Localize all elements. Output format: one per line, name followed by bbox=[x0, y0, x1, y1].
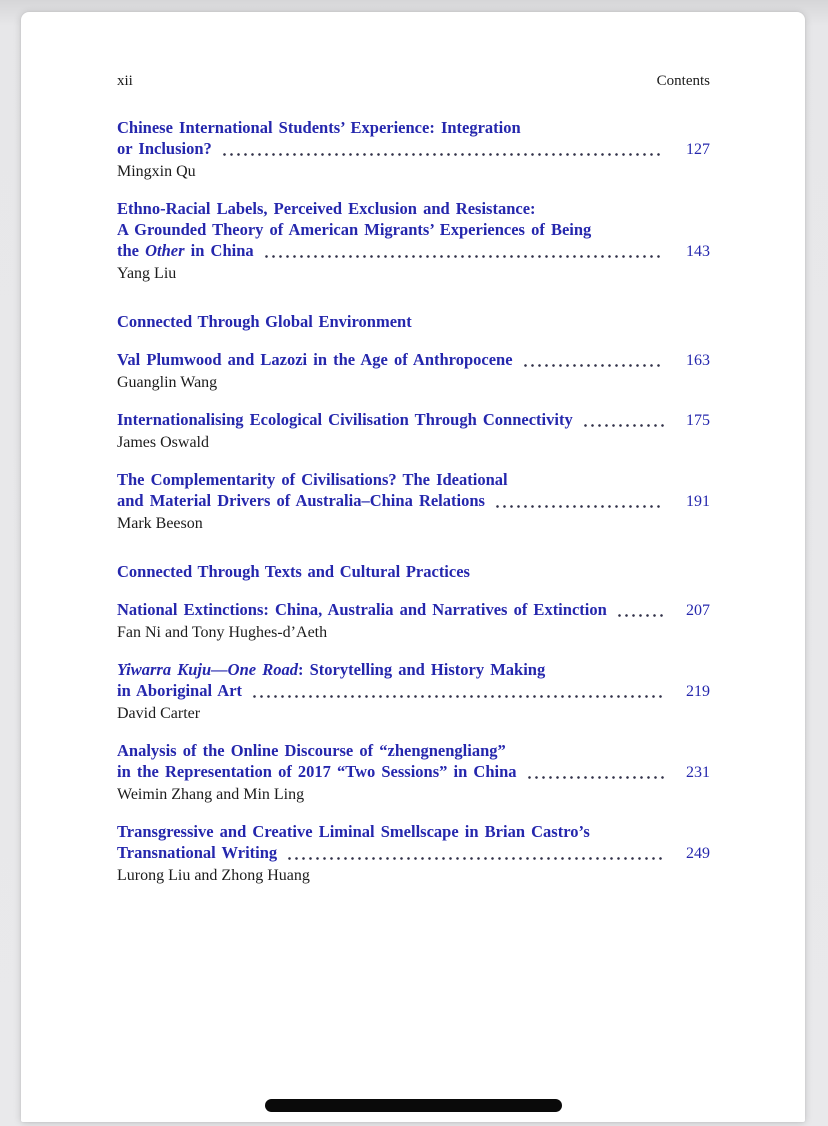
toc-entry bbox=[117, 198, 710, 284]
toc-entry-authors: Guanglin Wang bbox=[117, 374, 218, 391]
toc-title-segment: National Extinctions: China, Australia and Narratives of Extinction bbox=[117, 600, 607, 619]
dot-leader bbox=[522, 364, 664, 367]
toc-entry-authors: Mark Beeson bbox=[117, 515, 203, 532]
page-content bbox=[21, 12, 805, 886]
toc-title-segment: Transnational Writing bbox=[117, 843, 278, 862]
toc-section-heading: Connected Through Global Environment bbox=[117, 312, 412, 331]
toc-entry-title-line bbox=[117, 117, 710, 138]
dot-leader bbox=[616, 614, 664, 617]
toc-entry-title-text bbox=[117, 240, 254, 261]
toc-entry-authors: Mingxin Qu bbox=[117, 163, 196, 180]
toc-title-segment: or Inclusion? bbox=[117, 139, 212, 158]
toc-entry-title-text bbox=[117, 490, 485, 511]
dot-leader bbox=[582, 424, 664, 427]
toc-entry-title-text bbox=[117, 118, 521, 137]
toc-title-segment: A Grounded Theory of American Migrants’ Experiences of Being bbox=[117, 220, 592, 239]
toc-entry-title-text bbox=[117, 741, 506, 760]
toc-title-segment: Ethno-Racial Labels, Perceived Exclusion and Resistance: bbox=[117, 199, 536, 218]
toc-title-segment: in China bbox=[184, 241, 254, 260]
toc-entry-title-text bbox=[117, 138, 212, 159]
toc-entry-title-text bbox=[117, 220, 591, 239]
toc-entry bbox=[117, 599, 710, 643]
toc-entry-authors: James Oswald bbox=[117, 434, 209, 451]
toc-title-segment: Val Plumwood and Lazozi in the Age of Anthropocene bbox=[117, 350, 513, 369]
toc-entry-title-line bbox=[117, 198, 710, 219]
toc-entry-title-text bbox=[117, 470, 508, 489]
toc-entry-title-text bbox=[117, 199, 536, 218]
toc-entry-title-line bbox=[117, 469, 710, 490]
toc-entry-authors: Yang Liu bbox=[117, 265, 177, 282]
toc-entry-title-line bbox=[117, 842, 710, 864]
toc-page-number: 249 bbox=[686, 845, 710, 862]
toc-entry-title-text bbox=[117, 349, 513, 370]
dot-leader bbox=[286, 857, 664, 860]
toc-entry-title-line bbox=[117, 740, 710, 761]
toc-title-segment: Internationalising Ecological Civilisation Through Connectivity bbox=[117, 410, 573, 429]
toc-entry-title-line bbox=[117, 138, 710, 160]
dot-leader bbox=[263, 255, 664, 258]
toc-page-number: 127 bbox=[686, 141, 710, 158]
toc-entry-title-line bbox=[117, 659, 710, 680]
toc-entry bbox=[117, 349, 710, 393]
toc-entry-title-line bbox=[117, 761, 710, 783]
toc-entry bbox=[117, 469, 710, 534]
toc-entry-title-text bbox=[117, 599, 607, 620]
toc-title-segment: Other bbox=[145, 241, 185, 260]
toc-title-segment: and Material Drivers of Australia–China Relations bbox=[117, 491, 485, 510]
toc-title-segment: Analysis of the Online Discourse of “zhengnengliang” bbox=[117, 741, 506, 760]
toc-title-segment: the bbox=[117, 241, 146, 260]
toc-title-segment: : Storytelling and History Making bbox=[297, 660, 546, 679]
toc-entry-title-text bbox=[117, 822, 590, 841]
toc-page-number: 163 bbox=[686, 352, 710, 369]
toc-title-segment: The Complementarity of Civilisations? The Ideational bbox=[117, 470, 508, 489]
dot-leader bbox=[221, 153, 664, 156]
toc-entry-title-line bbox=[117, 349, 710, 371]
toc-title-segment: Transgressive and Creative Liminal Smellscape in Brian Castro’s bbox=[117, 822, 590, 841]
toc-page-number: 143 bbox=[686, 243, 710, 260]
toc-entry bbox=[117, 409, 710, 453]
toc-page-number: 231 bbox=[686, 764, 710, 781]
toc-entry-authors: David Carter bbox=[117, 705, 201, 722]
toc-entry-title-line bbox=[117, 680, 710, 702]
toc-title-segment: Yiwarra Kuju—One Road bbox=[117, 660, 298, 679]
toc-title-segment: in Aboriginal Art bbox=[117, 681, 243, 700]
toc-entry bbox=[117, 117, 710, 182]
toc-page-number: 207 bbox=[686, 602, 710, 619]
toc-entry-title-line bbox=[117, 219, 710, 240]
toc-entry-title-text bbox=[117, 409, 573, 430]
toc-entry-authors: Fan Ni and Tony Hughes-d’Aeth bbox=[117, 624, 328, 641]
toc-section-heading: Connected Through Texts and Cultural Practices bbox=[117, 562, 470, 581]
toc-entry-title-line bbox=[117, 599, 710, 621]
toc-entry-authors: Lurong Liu and Zhong Huang bbox=[117, 867, 310, 884]
toc-entry-title-text bbox=[117, 660, 545, 679]
toc-page-number: 219 bbox=[686, 683, 710, 700]
toc-entry-title-line bbox=[117, 490, 710, 512]
toc-title-segment: in the Representation of 2017 “Two Sessions” in China bbox=[117, 762, 517, 781]
toc-entry-title-text bbox=[117, 680, 242, 701]
dot-leader bbox=[526, 776, 664, 779]
toc bbox=[117, 117, 710, 886]
toc-entry bbox=[117, 659, 710, 724]
dot-leader bbox=[251, 695, 664, 698]
running-header-title: Contents bbox=[656, 73, 710, 89]
toc-page-number: 191 bbox=[686, 493, 710, 510]
toc-title-segment: Chinese International Students’ Experience: Integration bbox=[117, 118, 521, 137]
running-header bbox=[117, 73, 710, 90]
toc-entry bbox=[117, 821, 710, 886]
toc-page-number: 175 bbox=[686, 412, 710, 429]
page-folio: xii bbox=[117, 73, 133, 89]
toc-entry-title-text bbox=[117, 761, 517, 782]
toc-entry-title-text bbox=[117, 842, 277, 863]
book-page bbox=[21, 12, 805, 1122]
toc-entry-authors: Weimin Zhang and Min Ling bbox=[117, 786, 305, 803]
toc-entry bbox=[117, 740, 710, 805]
toc-entry-title-line bbox=[117, 240, 710, 262]
toc-entry-title-line bbox=[117, 821, 710, 842]
home-indicator-bar[interactable] bbox=[265, 1099, 562, 1112]
dot-leader bbox=[494, 505, 664, 508]
toc-entry-title-line bbox=[117, 409, 710, 431]
